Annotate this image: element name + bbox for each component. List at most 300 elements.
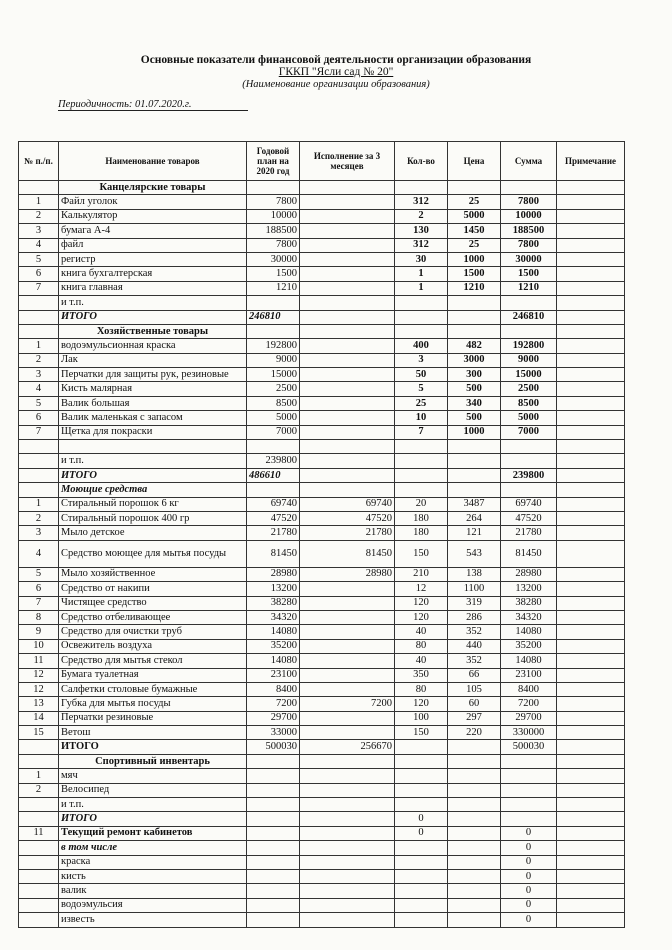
item-qty: 130 [395,224,448,238]
row-number: 7 [19,596,59,610]
item-price: 220 [448,726,501,740]
section-row [19,181,625,195]
item-qty: 3 [395,353,448,367]
item-plan: 7800 [247,238,300,252]
item-qty [395,855,448,869]
item-note [557,639,625,653]
row-number: 12 [19,682,59,696]
total-plan: 246810 [247,310,300,324]
item-exec: 81450 [300,540,395,567]
item-note [557,913,625,927]
row-number [19,884,59,898]
item-note [557,238,625,252]
item-note [557,898,625,912]
item-exec: 21780 [300,526,395,540]
item-name: регистр [59,252,247,266]
total-plan: 500030 [247,740,300,754]
row-number: 7 [19,425,59,439]
item-exec: 28980 [300,567,395,581]
item-plan: 14080 [247,654,300,668]
item-qty: 80 [395,682,448,696]
item-name: Чистящее средство [59,596,247,610]
item-exec [300,382,395,396]
item-exec [300,668,395,682]
item-name: известь [59,913,247,927]
item-exec [300,209,395,223]
table-row [19,224,625,238]
item-name: Калькулятор [59,209,247,223]
table-row [19,425,625,439]
total-sum: 500030 [501,740,557,754]
item-name: Перчатки резиновые [59,711,247,725]
total-row [19,740,625,754]
item-price: 66 [448,668,501,682]
table-row [19,281,625,295]
item-name: мяч [59,769,247,783]
table-row [19,869,625,883]
item-note [557,353,625,367]
item-price: 1000 [448,252,501,266]
row-number: 2 [19,209,59,223]
item-note [557,411,625,425]
table-row [19,697,625,711]
repair-qty: 0 [395,826,448,840]
item-price: 3487 [448,497,501,511]
item-exec [300,639,395,653]
item-name: Средство для мытья стекол [59,654,247,668]
item-price: 286 [448,610,501,624]
item-name: Велосипед [59,783,247,797]
item-qty: 12 [395,582,448,596]
item-price: 1100 [448,582,501,596]
item-price: 440 [448,639,501,653]
item-exec [300,769,395,783]
item-name: Щетка для покраски [59,425,247,439]
etc-label: и т.п. [59,296,247,310]
row-number: 8 [19,610,59,624]
row-number [19,869,59,883]
item-exec [300,339,395,353]
col-price-header: Цена [448,142,501,181]
item-name: файл [59,238,247,252]
table-row [19,567,625,581]
item-sum: 8500 [501,396,557,410]
item-qty [395,769,448,783]
included-sum: 0 [501,841,557,855]
col-exec-header: Исполнение за 3 месяцев [300,142,395,181]
item-qty [395,898,448,912]
item-sum: 13200 [501,582,557,596]
item-plan [247,869,300,883]
item-sum: 7200 [501,697,557,711]
etc-plan: 239800 [247,454,300,468]
item-note [557,711,625,725]
item-plan: 14080 [247,625,300,639]
table-row [19,898,625,912]
table-body [19,181,625,928]
item-price: 482 [448,339,501,353]
row-number: 6 [19,411,59,425]
item-qty: 30 [395,252,448,266]
item-qty: 25 [395,396,448,410]
total-label: ИТОГО [59,468,247,482]
table-row [19,411,625,425]
row-number: 10 [19,639,59,653]
col-num-header: № п./п. [19,142,59,181]
item-name: Лак [59,353,247,367]
item-qty: 120 [395,596,448,610]
empty-row [19,440,625,454]
item-note [557,252,625,266]
table-row [19,596,625,610]
item-exec [300,884,395,898]
table-row [19,209,625,223]
section-title: Текущий ремонт кабинетов [59,826,247,840]
item-name: Средство отбеливающее [59,610,247,624]
item-price [448,884,501,898]
table-row [19,726,625,740]
item-price [448,783,501,797]
section-row [19,324,625,338]
row-number: 3 [19,368,59,382]
item-sum: 14080 [501,625,557,639]
item-name: Средство для очистки труб [59,625,247,639]
item-note [557,654,625,668]
item-sum: 14080 [501,654,557,668]
financial-table [18,141,625,928]
row-number [19,898,59,912]
item-price: 60 [448,697,501,711]
item-sum [501,783,557,797]
table-row [19,582,625,596]
item-plan: 35200 [247,639,300,653]
item-note [557,425,625,439]
row-number: 12 [19,668,59,682]
item-sum: 21780 [501,526,557,540]
table-row [19,540,625,567]
item-exec [300,368,395,382]
item-plan: 192800 [247,339,300,353]
item-note [557,567,625,581]
item-price: 543 [448,540,501,567]
item-plan: 21780 [247,526,300,540]
item-note [557,697,625,711]
table-row [19,511,625,525]
item-qty: 150 [395,540,448,567]
total-row [19,468,625,482]
item-plan: 30000 [247,252,300,266]
item-qty: 10 [395,411,448,425]
item-price: 500 [448,411,501,425]
item-qty: 210 [395,567,448,581]
table-row [19,783,625,797]
item-price: 500 [448,382,501,396]
item-plan [247,769,300,783]
item-price: 352 [448,654,501,668]
item-plan: 23100 [247,668,300,682]
item-qty: 350 [395,668,448,682]
item-name: Мыло хозяйственное [59,567,247,581]
item-note [557,855,625,869]
table-row [19,884,625,898]
item-price [448,898,501,912]
item-exec [300,869,395,883]
item-name: бумага А-4 [59,224,247,238]
item-price [448,769,501,783]
row-number: 9 [19,625,59,639]
item-plan: 1210 [247,281,300,295]
item-plan: 28980 [247,567,300,581]
item-note [557,596,625,610]
table-row [19,711,625,725]
row-number: 4 [19,238,59,252]
item-sum: 8400 [501,682,557,696]
item-name: водоэмульсия [59,898,247,912]
item-price: 1450 [448,224,501,238]
row-number: 1 [19,769,59,783]
total-label: ИТОГО [59,310,247,324]
item-sum: 0 [501,855,557,869]
etc-row [19,454,625,468]
item-plan: 8400 [247,682,300,696]
item-sum: 188500 [501,224,557,238]
section-title: Моющие средства [59,483,247,497]
item-name: Валик большая [59,396,247,410]
table-row [19,339,625,353]
item-sum: 2500 [501,382,557,396]
item-qty: 20 [395,497,448,511]
item-price [448,855,501,869]
item-sum: 9000 [501,353,557,367]
item-note [557,582,625,596]
col-plan-header: Годовой план на 2020 год [247,142,300,181]
item-plan: 2500 [247,382,300,396]
item-name: Средство от накипи [59,582,247,596]
item-exec [300,396,395,410]
total-sum: 246810 [501,310,557,324]
item-exec [300,913,395,927]
item-note [557,396,625,410]
item-note [557,224,625,238]
item-qty: 312 [395,238,448,252]
included-label: в том числе [59,841,247,855]
item-sum: 34320 [501,610,557,624]
item-note [557,281,625,295]
item-qty: 7 [395,425,448,439]
item-price: 25 [448,195,501,209]
item-note [557,625,625,639]
item-qty: 180 [395,511,448,525]
item-note [557,339,625,353]
table-header-row [19,142,625,181]
item-sum: 30000 [501,252,557,266]
organization-caption: (Наименование организации образования) [242,79,430,90]
row-number: 1 [19,195,59,209]
table-row [19,238,625,252]
item-plan: 81450 [247,540,300,567]
item-qty [395,869,448,883]
item-sum: 28980 [501,567,557,581]
item-note [557,195,625,209]
table-row [19,668,625,682]
item-sum: 15000 [501,368,557,382]
item-name: водоэмульсионная краска [59,339,247,353]
etc-row [19,798,625,812]
col-qty-header: Кол-во [395,142,448,181]
item-plan: 8500 [247,396,300,410]
item-exec [300,252,395,266]
item-sum: 0 [501,884,557,898]
col-name-header: Наименование товаров [59,142,247,181]
item-name: Валик маленькая с запасом [59,411,247,425]
item-qty: 40 [395,625,448,639]
table-row [19,682,625,696]
item-note [557,267,625,281]
item-price [448,913,501,927]
item-exec [300,783,395,797]
item-exec: 69740 [300,497,395,511]
row-number: 3 [19,526,59,540]
item-qty: 50 [395,368,448,382]
item-qty: 80 [395,639,448,653]
item-price: 340 [448,396,501,410]
item-price: 121 [448,526,501,540]
row-number: 1 [19,497,59,511]
item-exec [300,281,395,295]
row-number: 4 [19,540,59,567]
item-sum: 192800 [501,339,557,353]
item-plan: 7200 [247,697,300,711]
item-note [557,610,625,624]
table-row [19,526,625,540]
item-plan [247,913,300,927]
item-exec [300,195,395,209]
section-row [19,483,625,497]
item-qty: 100 [395,711,448,725]
item-note [557,682,625,696]
item-exec [300,682,395,696]
item-note [557,769,625,783]
item-note [557,511,625,525]
item-sum: 69740 [501,497,557,511]
item-sum: 38280 [501,596,557,610]
item-note [557,869,625,883]
row-number: 5 [19,252,59,266]
item-plan [247,855,300,869]
item-exec [300,224,395,238]
row-number: 3 [19,224,59,238]
row-number [19,913,59,927]
item-price: 25 [448,238,501,252]
table-row [19,639,625,653]
item-sum: 47520 [501,511,557,525]
row-number [19,855,59,869]
item-note [557,368,625,382]
item-price: 105 [448,682,501,696]
item-exec [300,610,395,624]
item-plan: 33000 [247,726,300,740]
item-name: Средство моющее для мытья посуды [59,540,247,567]
item-name: Стиральный порошок 400 гр [59,511,247,525]
item-qty [395,783,448,797]
etc-label: и т.п. [59,798,247,812]
section-title: Хозяйственные товары [59,324,247,338]
section-row [19,754,625,768]
item-price: 138 [448,567,501,581]
item-name: Салфетки столовые бумажные [59,682,247,696]
item-sum: 23100 [501,668,557,682]
item-note [557,783,625,797]
item-plan: 5000 [247,411,300,425]
item-note [557,382,625,396]
item-note [557,884,625,898]
table-row [19,497,625,511]
item-exec [300,711,395,725]
item-sum: 0 [501,869,557,883]
item-plan: 15000 [247,368,300,382]
table-row [19,353,625,367]
item-exec [300,582,395,596]
table-row [19,368,625,382]
row-number: 11 [19,654,59,668]
item-sum: 81450 [501,540,557,567]
section-title: Спортивный инвентарь [59,754,247,768]
item-price: 264 [448,511,501,525]
table-row [19,654,625,668]
item-sum [501,769,557,783]
table-row [19,855,625,869]
item-plan: 29700 [247,711,300,725]
item-exec [300,411,395,425]
item-note [557,668,625,682]
item-qty [395,884,448,898]
item-sum: 35200 [501,639,557,653]
col-note-header: Примечание [557,142,625,181]
item-sum: 7800 [501,195,557,209]
total-plan: 486610 [247,468,300,482]
organization-name: ГККП "Ясли сад № 20" [278,66,394,78]
item-name: Мыло детское [59,526,247,540]
row-number: 7 [19,281,59,295]
table-row [19,913,625,927]
row-number: 15 [19,726,59,740]
periodicity: Периодичность: 01.07.2020.г. [58,99,248,111]
item-qty: 400 [395,339,448,353]
item-sum: 0 [501,898,557,912]
item-name: Ветош [59,726,247,740]
total-row [19,310,625,324]
row-number: 6 [19,267,59,281]
item-sum: 330000 [501,726,557,740]
item-note [557,526,625,540]
item-name: Файл уголок [59,195,247,209]
item-note [557,497,625,511]
item-plan: 34320 [247,610,300,624]
item-price: 3000 [448,353,501,367]
item-exec: 47520 [300,511,395,525]
item-plan: 10000 [247,209,300,223]
item-name: Перчатки для защиты рук, резиновые [59,368,247,382]
table-row [19,195,625,209]
item-plan: 9000 [247,353,300,367]
item-note [557,726,625,740]
item-name: книга главная [59,281,247,295]
item-qty: 1 [395,267,448,281]
repair-sum: 0 [501,826,557,840]
total-label: ИТОГО [59,812,247,826]
row-number: 4 [19,382,59,396]
item-qty: 2 [395,209,448,223]
